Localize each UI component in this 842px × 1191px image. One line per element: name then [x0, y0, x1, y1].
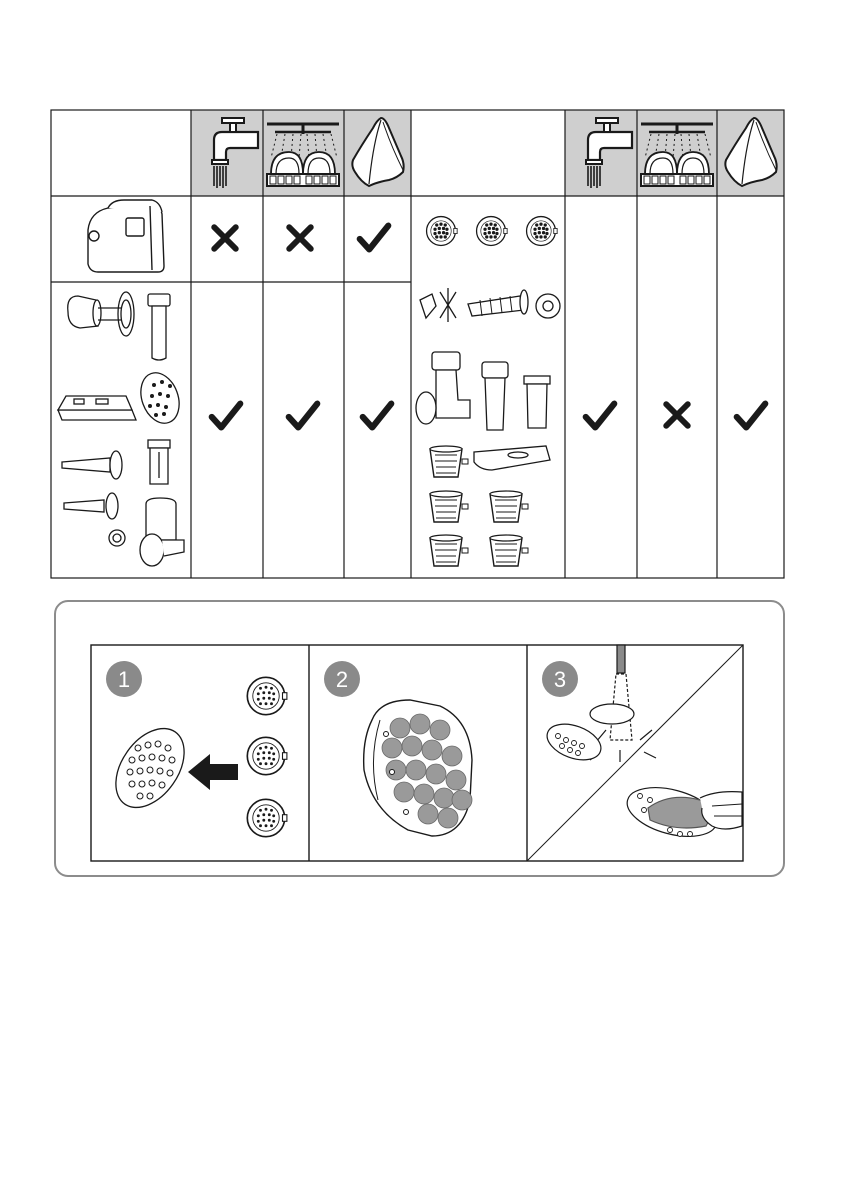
step-1: [102, 661, 287, 837]
cutting-plates-in-holder-illustration: [364, 700, 472, 836]
place-cutting-plate-illustration: [102, 716, 198, 820]
cutting-plate-icon: [247, 737, 287, 774]
arrow-left-icon: [188, 754, 238, 790]
step-number: 3: [553, 667, 567, 692]
step-number: 1: [117, 667, 131, 692]
step-number: 2: [335, 667, 349, 692]
cutting-plate-icon: [247, 677, 287, 714]
wipe-with-cloth-illustration: [622, 779, 742, 845]
step-3: [542, 645, 742, 845]
cutting-plate-icon: [247, 799, 287, 836]
step-2: [324, 661, 472, 836]
